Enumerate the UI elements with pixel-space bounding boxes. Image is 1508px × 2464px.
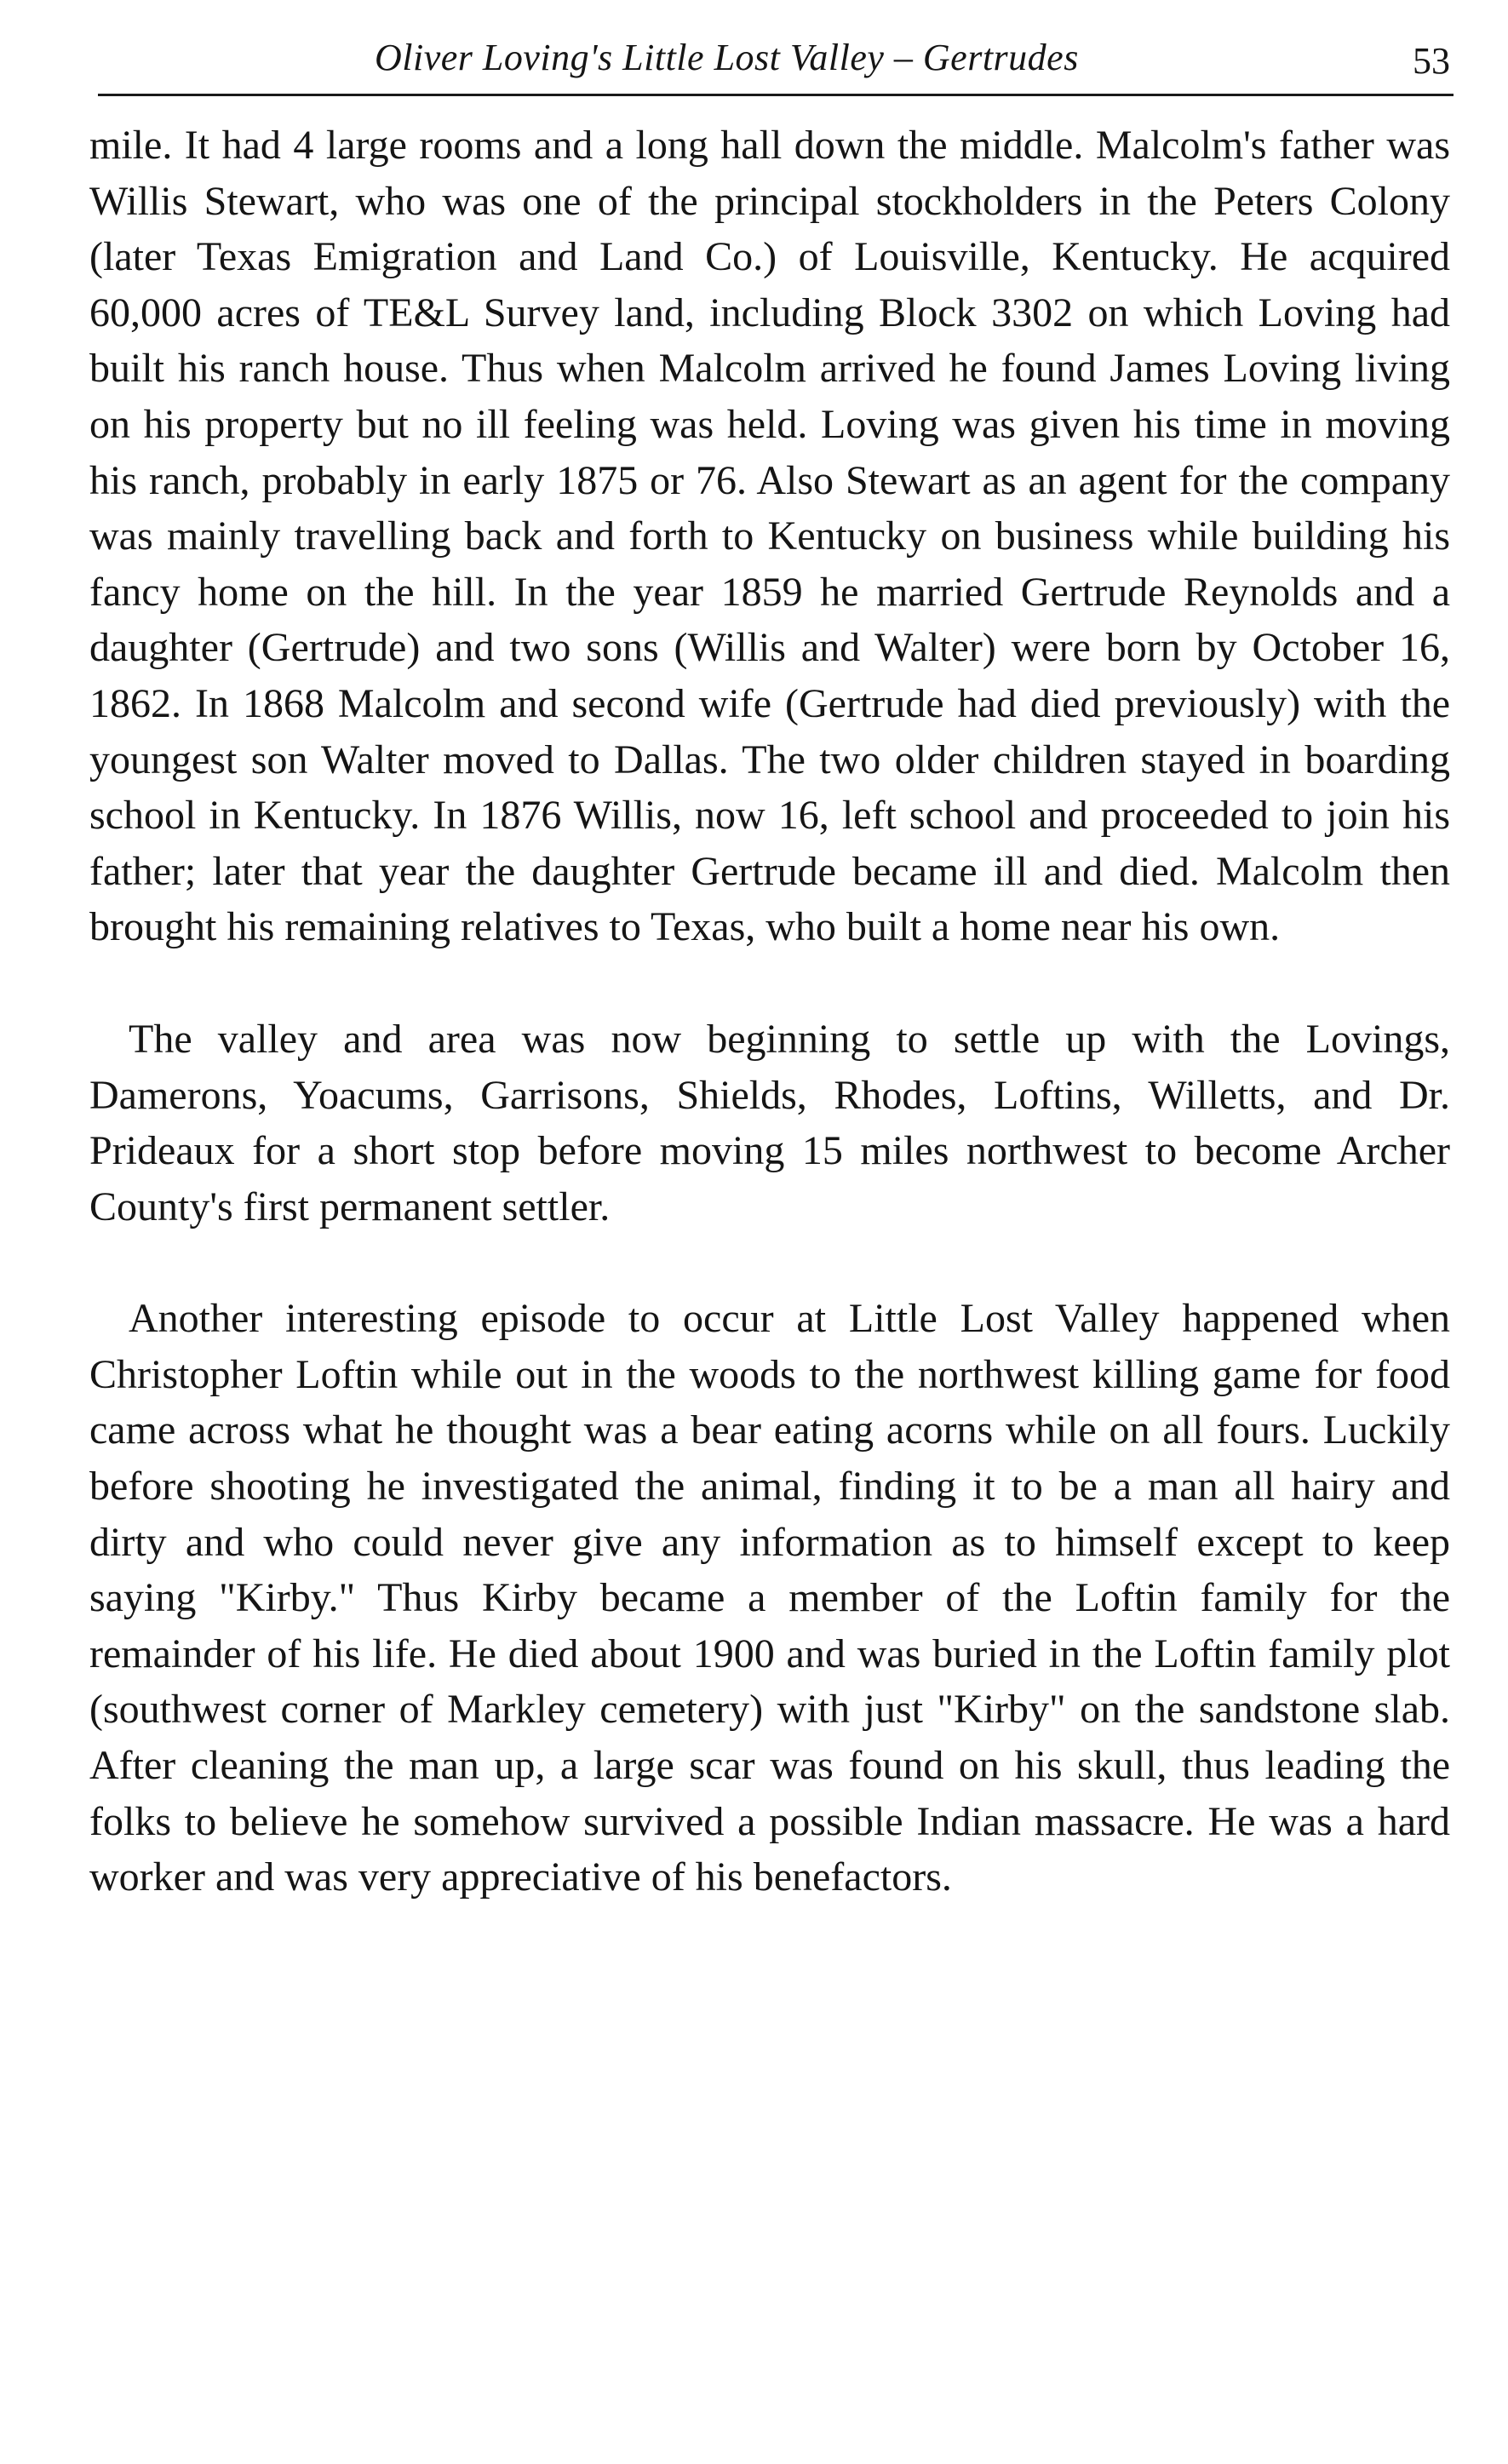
running-title: Oliver Loving's Little Lost Valley – Gertrudes xyxy=(375,37,1079,78)
paragraph-kirby-episode: Another interesting episode to occur at Little Lost Valley happened when Christopher Loftin while out in the woods to the northwest killing game for food came across what he thought was a bear eating acorns while on all fours. Luckily before shooting he investigated the animal, finding it to be a man all hairy and dirty and who could never give any information as to himself except to keep saying "Kirby." Thus Kirby became a member of the Loftin family for the remainder of his life. He died about 1900 and was buried in the Loftin family plot (southwest corner of Markley cemetery) with just "Kirby" on the sandstone slab. After cleaning the man up, a large scar was found on his skull, thus leading the folks to believe he somehow survived a possible Indian massacre. He was a hard worker and was very appreciative of his benefactors. xyxy=(89,1296,1450,1900)
body-text xyxy=(89,117,1450,1905)
running-header xyxy=(98,31,1454,96)
page-number: 53 xyxy=(1413,40,1450,82)
paragraph-valley-settlers: The valley and area was now beginning to settle up with the Lovings, Damerons, Yoacums, Garrisons, Shields, Rhodes, Loftins, Willetts, and Dr. Prideaux for a short stop before moving 15 miles northwest to become Archer County's first permanent settler. xyxy=(89,1016,1450,1229)
paragraph-continued: mile. It had 4 large rooms and a long hall down the middle. Malcolm's father was Willis Stewart, who was one of the principal stockholders in the Peters Colony (later Texas Emigration and Land Co.) of Louisville, Kentucky. He acquired 60,000 acres of TE&L Survey land, including Block 3302 on which Loving had built his ranch house. Thus when Malcolm arrived he found James Loving living on his property but no ill feeling was held. Loving was given his time in moving his ranch, probably in early 1875 or 76. Also Stewart as an agent for the company was mainly travelling back and forth to Kentucky on business while building his fancy home on the hill. In the year 1859 he married Gertrude Reynolds and a daughter (Gertrude) and two sons (Willis and Walter) were born by October 16, 1862. In 1868 Malcolm and second wife (Gertrude had died previously) with the youngest son Walter moved to Dallas. The two older children stayed in boarding school in Kentucky. In 1876 Willis, now 16, left school and proceeded to join his father; later that year the daughter Gertrude became ill and died. Malcolm then brought his remaining relatives to Texas, who built a home near his own. xyxy=(89,123,1450,950)
